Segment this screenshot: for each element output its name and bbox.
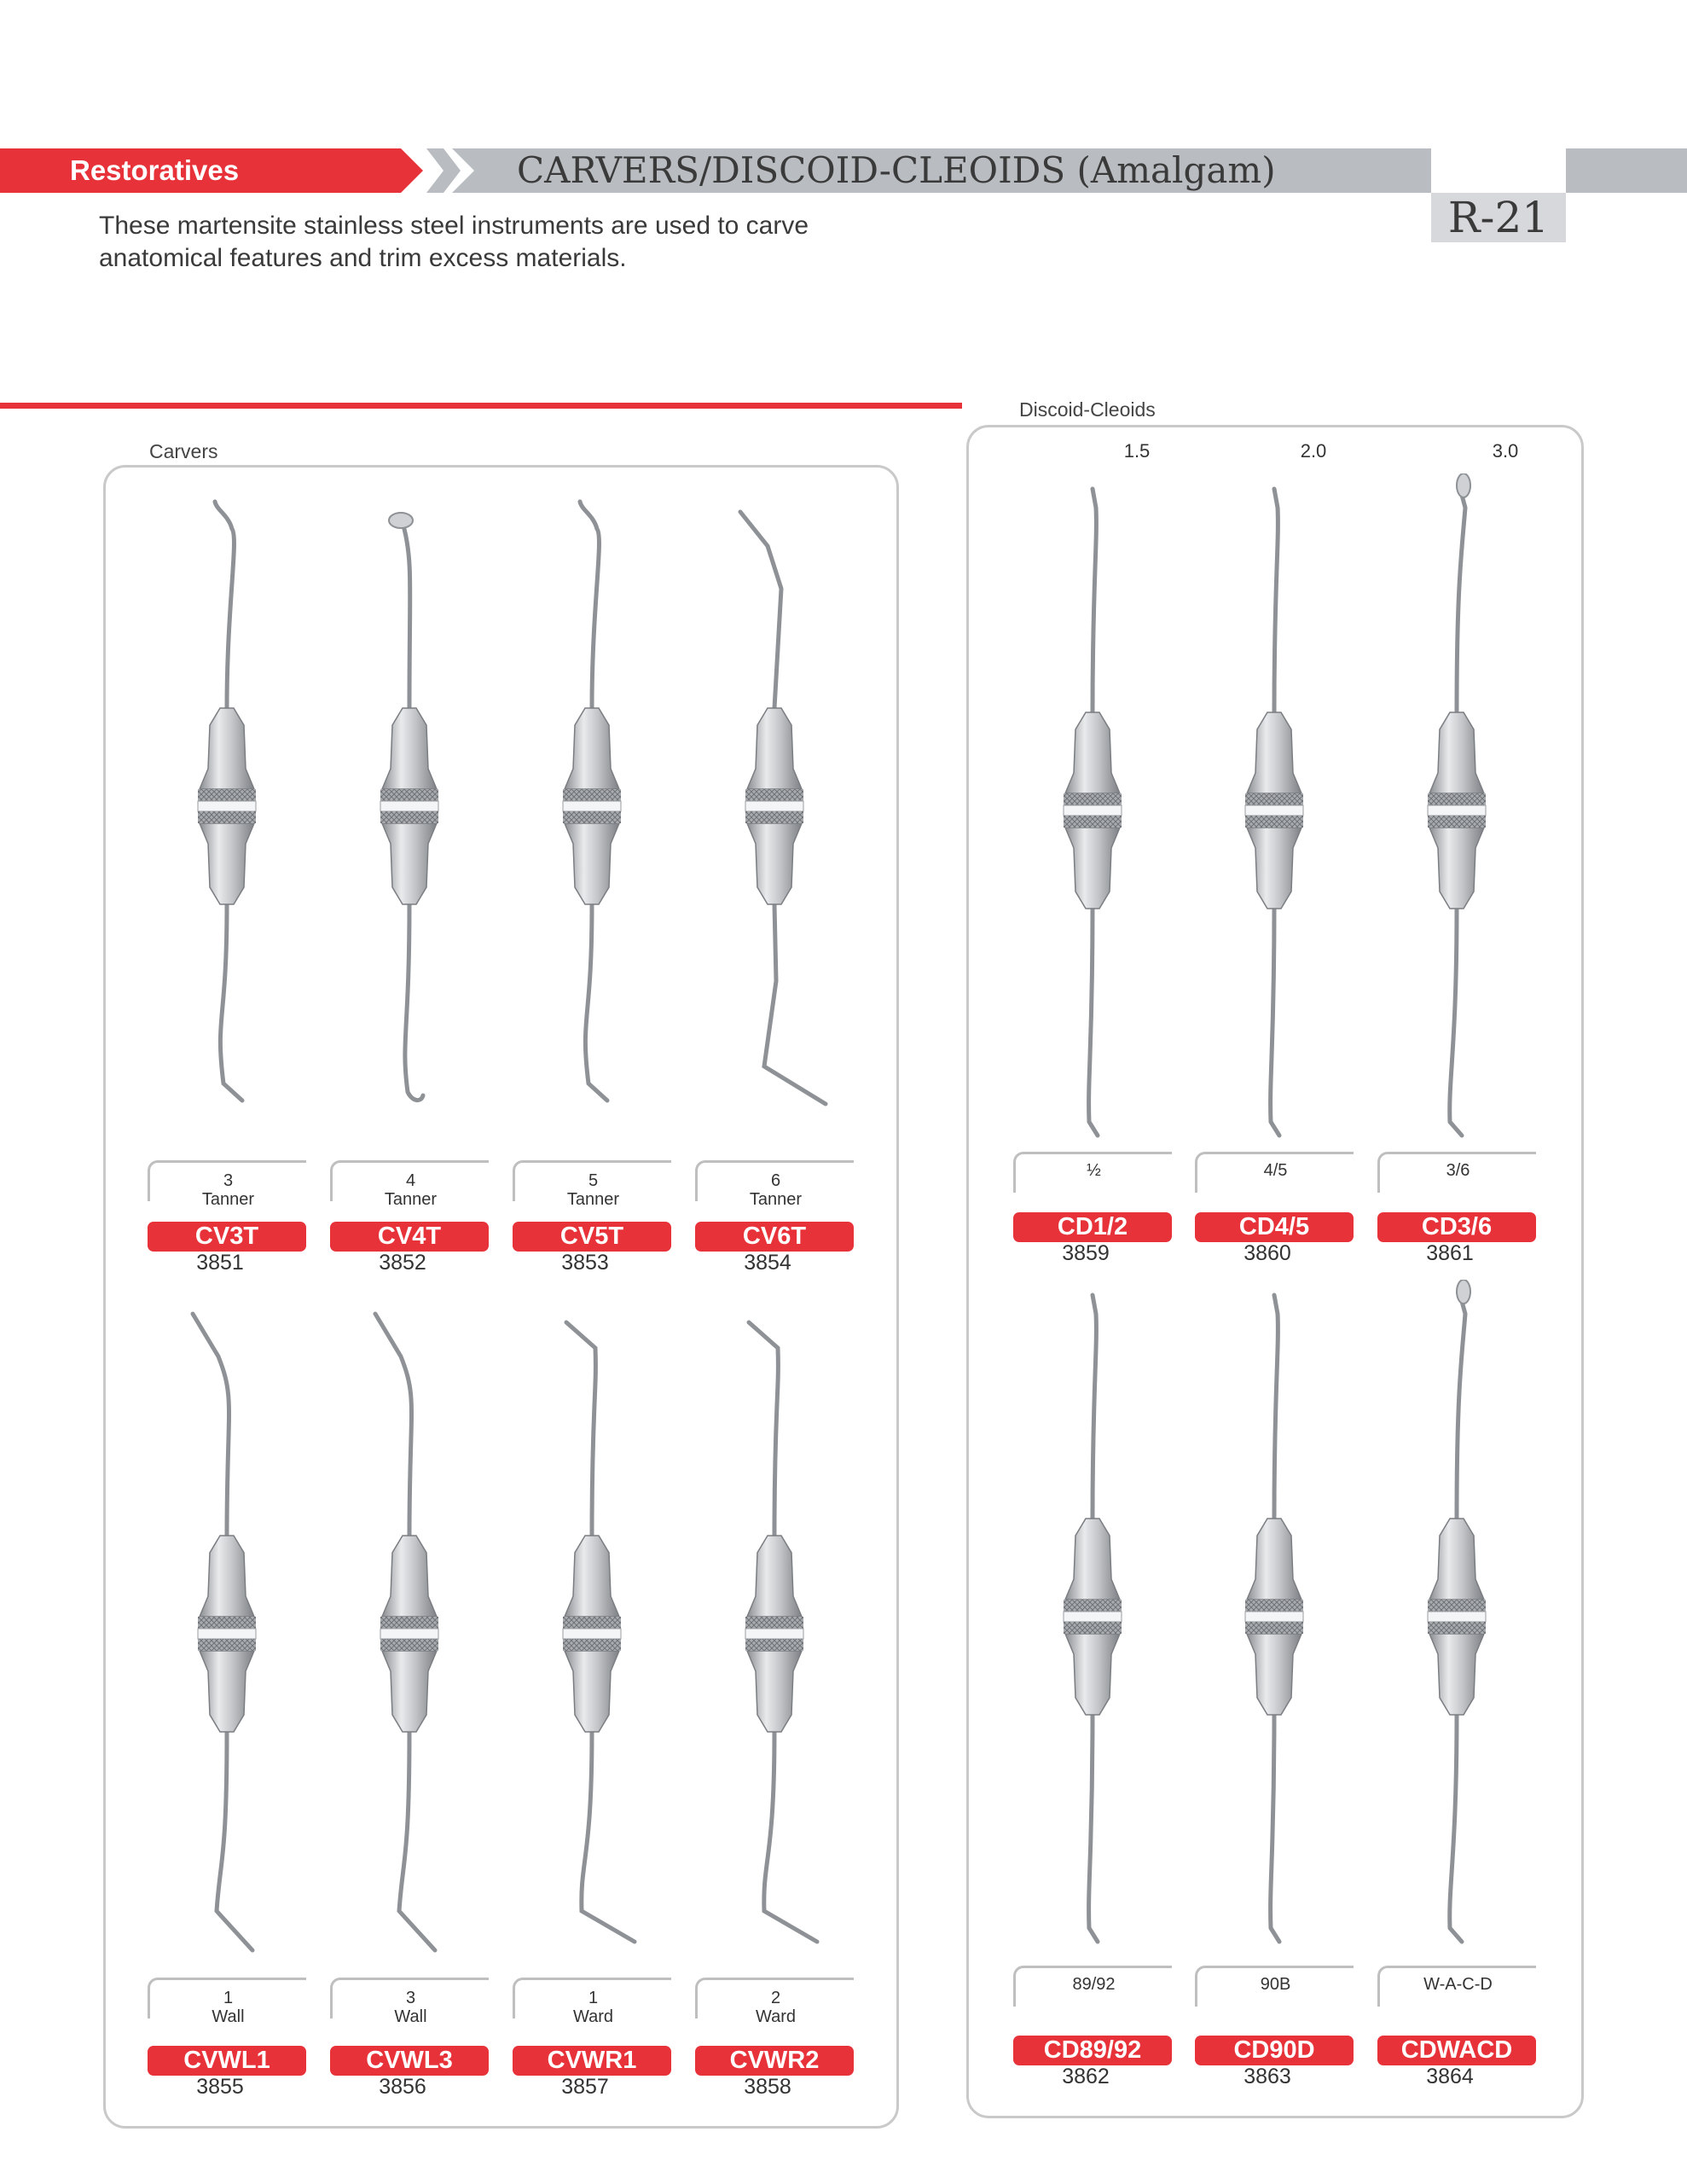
carvers-label: Carvers	[149, 440, 218, 462]
product-code-badge: CDWACD	[1377, 2036, 1536, 2065]
page-title: CARVERS/DISCOID-CLEOIDS (Amalgam)	[517, 149, 1276, 191]
size-caption	[695, 1160, 854, 1209]
size-value: 1	[588, 1989, 599, 2007]
catalog-number: 3859	[1062, 1241, 1110, 1265]
instrument-image	[1393, 473, 1521, 1147]
size-caption	[695, 1978, 854, 2026]
size-value: 1	[223, 1989, 234, 2007]
product-code-badge: CVWR2	[695, 2046, 854, 2076]
label-caption	[1195, 1966, 1354, 2007]
catalog-number: 3862	[1062, 2065, 1110, 2088]
size-caption	[330, 1978, 489, 2026]
product-code-badge: CVWL1	[148, 2046, 306, 2076]
banner-chevron-grey	[426, 148, 461, 193]
label-value: 90B	[1260, 1975, 1291, 1994]
instrument-image	[528, 495, 656, 1118]
discoid-label: Discoid-Cleoids	[1019, 398, 1156, 421]
size-label: 2.0	[1300, 440, 1327, 462]
size-caption	[148, 1160, 306, 1209]
catalog-number: 3852	[379, 1251, 426, 1275]
title-band-end	[1566, 148, 1687, 193]
intro-line-2: anatomical features and trim excess materials.	[99, 244, 627, 272]
type-value: Tanner	[749, 1190, 803, 1209]
product-code-badge: CVWR1	[513, 2046, 671, 2076]
instrument-image	[1393, 1280, 1521, 1954]
catalog-number: 3861	[1426, 1241, 1474, 1265]
catalog-number: 3863	[1244, 2065, 1291, 2088]
instrument-image	[710, 495, 838, 1118]
size-label: 1.5	[1123, 440, 1151, 462]
size-value: 4	[405, 1171, 416, 1190]
catalog-number: 3853	[561, 1251, 609, 1275]
product-code-badge: CV4T	[330, 1222, 489, 1252]
label-caption	[1377, 1966, 1536, 2007]
product-code-badge: CD1/2	[1013, 1212, 1172, 1242]
label-caption	[1013, 1966, 1172, 2007]
label-value: ½	[1087, 1161, 1101, 1180]
catalog-number: 3856	[379, 2075, 426, 2099]
type-value: Ward	[572, 2007, 614, 2026]
label-caption	[1377, 1152, 1536, 1193]
size-caption	[513, 1978, 671, 2026]
instrument-image	[163, 1305, 291, 1962]
label-value: 3/6	[1446, 1161, 1470, 1180]
type-value: Tanner	[566, 1190, 620, 1209]
instrument-image	[1029, 1280, 1157, 1954]
label-caption	[1013, 1152, 1172, 1193]
instrument-image	[710, 1305, 838, 1962]
type-value: Tanner	[201, 1190, 255, 1209]
size-value: 3	[223, 1171, 234, 1190]
product-code-badge: CVWL3	[330, 2046, 489, 2076]
type-value: Wall	[212, 2007, 245, 2026]
catalog-number: 3851	[196, 1251, 244, 1275]
size-value: 5	[588, 1171, 599, 1190]
size-value: 6	[770, 1171, 781, 1190]
instrument-image	[1210, 473, 1338, 1147]
label-caption	[1195, 1152, 1354, 1193]
label-value: 4/5	[1263, 1161, 1288, 1180]
instrument-image	[163, 495, 291, 1118]
size-value: 2	[770, 1989, 781, 2007]
product-code-badge: CV6T	[695, 1222, 854, 1252]
instrument-image	[1210, 1280, 1338, 1954]
instrument-image	[528, 1305, 656, 1962]
page-number: R-21	[1431, 193, 1566, 242]
instrument-image	[1029, 473, 1157, 1147]
catalog-number: 3854	[744, 1251, 791, 1275]
instrument-image	[345, 1305, 473, 1962]
intro-text	[99, 210, 952, 275]
product-code-badge: CV5T	[513, 1222, 671, 1252]
size-caption	[330, 1160, 489, 1209]
product-code-badge: CD3/6	[1377, 1212, 1536, 1242]
intro-line-1: These martensite stainless steel instruments are used to carve	[99, 212, 809, 240]
size-caption	[513, 1160, 671, 1209]
catalog-number: 3864	[1426, 2065, 1474, 2088]
divider-rule	[0, 403, 962, 409]
catalog-number: 3858	[744, 2075, 791, 2099]
product-code-badge: CD90D	[1195, 2036, 1354, 2065]
category-banner: Restoratives	[0, 148, 401, 193]
type-value: Ward	[755, 2007, 797, 2026]
label-value: 89/92	[1072, 1975, 1116, 1994]
size-caption	[148, 1978, 306, 2026]
product-code-badge: CV3T	[148, 1222, 306, 1252]
product-code-badge: CD4/5	[1195, 1212, 1354, 1242]
instrument-image	[345, 495, 473, 1118]
label-value: W-A-C-D	[1423, 1975, 1493, 1994]
size-label: 3.0	[1492, 440, 1519, 462]
product-code-badge: CD89/92	[1013, 2036, 1172, 2065]
catalog-number: 3860	[1244, 1241, 1291, 1265]
type-value: Wall	[394, 2007, 427, 2026]
type-value: Tanner	[384, 1190, 438, 1209]
banner-chevron	[401, 148, 423, 193]
catalog-number: 3855	[196, 2075, 244, 2099]
size-value: 3	[405, 1989, 416, 2007]
catalog-number: 3857	[561, 2075, 609, 2099]
